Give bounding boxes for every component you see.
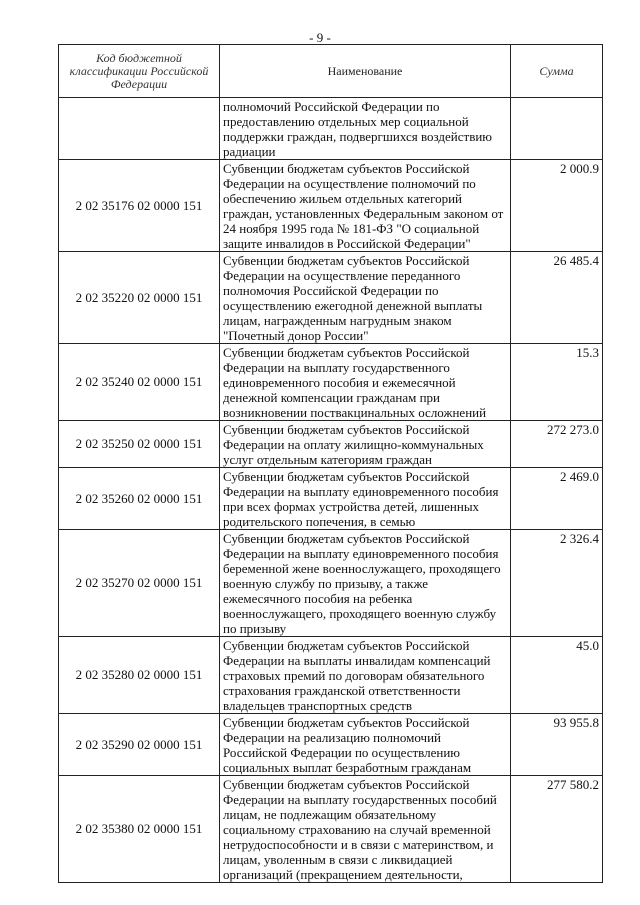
row-name: Субвенции бюджетам субъектов Российской Федерации на выплату единовременного пособия беременной жене военнослужащего, проходящего военную службу по призыву, а также ежемесячного пособия на ребенка военнослужащего, проходящего военную службу по призыву: [220, 530, 511, 637]
table-row: [59, 714, 603, 776]
table-row: [59, 160, 603, 252]
budget-classification-table: [58, 44, 603, 883]
row-code: [59, 98, 220, 160]
row-sum: 93 955.8: [511, 714, 603, 776]
table-row: [59, 98, 603, 160]
row-sum: [511, 98, 603, 160]
row-name: Субвенции бюджетам субъектов Российской Федерации на оплату жилищно-коммунальных услуг отдельным категориям граждан: [220, 421, 511, 468]
row-code: 2 02 35280 02 0000 151: [59, 637, 220, 714]
row-name: Субвенции бюджетам субъектов Российской Федерации на выплату государственных пособий лицам, не подлежащим обязательному социальному страхованию на случай временной нетрудоспособности и в связи с материнством, и лицам, уволенным в связи с ликвидацией организаций (прекращением деятельности,: [220, 776, 511, 883]
row-name: полномочий Российской Федерации по предоставлению отдельных мер социальной поддержки граждан, подвергшихся воздействию радиации: [220, 98, 511, 160]
row-name: Субвенции бюджетам субъектов Российской Федерации на выплату государственного единовременного пособия и ежемесячной денежной компенсации гражданам при возникновении поствакцинальных осложнений: [220, 344, 511, 421]
row-code: 2 02 35176 02 0000 151: [59, 160, 220, 252]
table-row: [59, 421, 603, 468]
table-row: [59, 776, 603, 883]
header-code: Код бюджетной классификации Российской Федерации: [59, 45, 220, 98]
row-code: 2 02 35290 02 0000 151: [59, 714, 220, 776]
table-row: [59, 252, 603, 344]
row-name: Субвенции бюджетам субъектов Российской Федерации на осуществление полномочий по обеспечению жильем отдельных категорий граждан, установленных Федеральным законом от 24 ноября 1995 года № 181-ФЗ "О социальной защите инвалидов в Российской Федерации": [220, 160, 511, 252]
page-number: - 9 -: [309, 30, 331, 45]
row-name: Субвенции бюджетам субъектов Российской Федерации на выплату единовременного пособия при всех формах устройства детей, лишенных родительского попечения, в семью: [220, 468, 511, 530]
row-code: 2 02 35250 02 0000 151: [59, 421, 220, 468]
header-sum: Сумма: [511, 45, 603, 98]
row-sum: 2 000.9: [511, 160, 603, 252]
row-sum: 45.0: [511, 637, 603, 714]
row-code: 2 02 35270 02 0000 151: [59, 530, 220, 637]
row-sum: 15.3: [511, 344, 603, 421]
table-row: [59, 637, 603, 714]
row-name: Субвенции бюджетам субъектов Российской Федерации на осуществление переданного полномочия Российской Федерации по осуществлению ежегодной денежной выплаты лицам, награжденным нагрудным знаком "Почетный донор России": [220, 252, 511, 344]
table-row: [59, 344, 603, 421]
table-row: [59, 468, 603, 530]
row-code: 2 02 35240 02 0000 151: [59, 344, 220, 421]
row-sum: 277 580.2: [511, 776, 603, 883]
row-code: 2 02 35260 02 0000 151: [59, 468, 220, 530]
row-sum: 2 326.4: [511, 530, 603, 637]
row-name: Субвенции бюджетам субъектов Российской Федерации на реализацию полномочий Российской Федерации по осуществлению социальных выплат безработным гражданам: [220, 714, 511, 776]
header-name: Наименование: [220, 45, 511, 98]
table-row: [59, 530, 603, 637]
row-code: 2 02 35220 02 0000 151: [59, 252, 220, 344]
table-header-row: [59, 45, 603, 98]
row-sum: 26 485.4: [511, 252, 603, 344]
row-sum: 2 469.0: [511, 468, 603, 530]
row-sum: 272 273.0: [511, 421, 603, 468]
row-name: Субвенции бюджетам субъектов Российской Федерации на выплаты инвалидам компенсаций страховых премий по договорам обязательного страхования гражданской ответственности владельцев транспортных средств: [220, 637, 511, 714]
row-code: 2 02 35380 02 0000 151: [59, 776, 220, 883]
